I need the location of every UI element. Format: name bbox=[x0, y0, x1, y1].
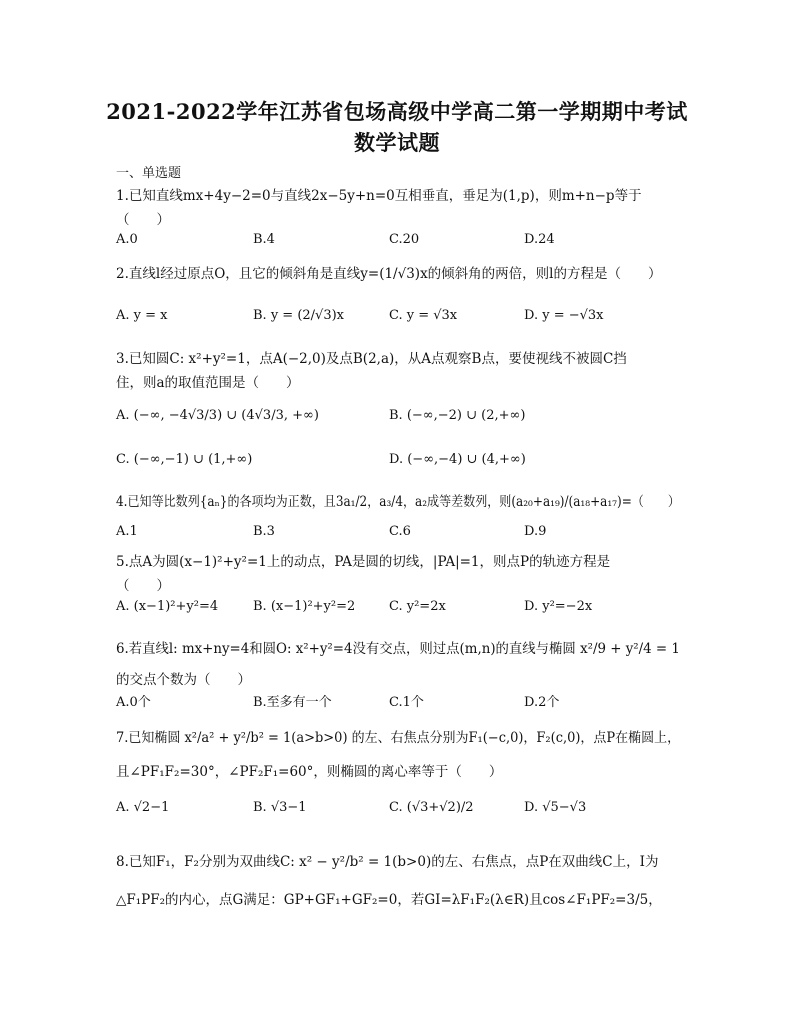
question-4-option-a: A.1 bbox=[116, 524, 138, 539]
question-7-stem-1: 7.已知椭圆 x²/a² + y²/b² = 1(a>b>0) 的左、右焦点分别为F₁(−c,0)，F₂(c,0)，点P在椭圆上， bbox=[116, 730, 681, 746]
question-3-option-b: B. (−∞,−2) ∪ (2,+∞) bbox=[389, 408, 526, 423]
question-8-stem-2: △F₁PF₂的内心，点G满足：GP+GF₁+GF₂=0，若GI=λF₁F₂(λ∈R)且cos∠F₁PF₂=3/5， bbox=[116, 892, 662, 908]
question-2-option-c: C. y = √3x bbox=[389, 308, 458, 323]
question-6-option-d: D.2个 bbox=[524, 695, 560, 710]
question-2-stem: 2.直线l经过原点O，且它的倾斜角是直线y=(1/√3)x的倾斜角的两倍，则l的方程是（ ） bbox=[116, 266, 662, 282]
question-4-option-b: B.3 bbox=[253, 524, 275, 539]
question-7-option-c: C. (√3+√2)/2 bbox=[389, 800, 474, 815]
page-title: 2021-2022学年江苏省包场高级中学高二第一学期期中考试 bbox=[106, 99, 688, 124]
question-3-option-d: D. (−∞,−4) ∪ (4,+∞) bbox=[389, 452, 526, 467]
question-6-stem-1: 6.若直线l: mx+ny=4和圆O: x²+y²=4没有交点，则过点(m,n)的直线与椭圆 x²/9 + y²/4 = 1 bbox=[116, 641, 680, 657]
question-1-option-d: D.24 bbox=[524, 232, 555, 247]
question-4-option-d: D.9 bbox=[524, 524, 547, 539]
question-1-stem: 1.已知直线mx+4y−2=0与直线2x−5y+n=0互相垂直，垂足为(1,p)，则m+n−p等于 bbox=[116, 188, 642, 204]
question-1-option-b: B.4 bbox=[253, 232, 275, 247]
question-1-bracket: （ ） bbox=[116, 212, 170, 228]
question-7-option-b: B. √3−1 bbox=[253, 800, 307, 815]
question-5-option-b: B. (x−1)²+y²=2 bbox=[253, 599, 356, 614]
question-3-option-c: C. (−∞,−1) ∪ (1,+∞) bbox=[116, 452, 253, 467]
question-5-bracket: （ ） bbox=[116, 578, 170, 594]
question-7-stem-2: 且∠PF₁F₂=30°，∠PF₂F₁=60°，则椭圆的离心率等于（ ） bbox=[116, 764, 503, 780]
question-5-option-d: D. y²=−2x bbox=[524, 599, 593, 614]
section-heading: 一、单选题 bbox=[116, 166, 182, 181]
question-5-option-a: A. (x−1)²+y²=4 bbox=[116, 599, 219, 614]
question-6-option-a: A.0个 bbox=[116, 695, 151, 710]
question-4-option-c: C.6 bbox=[389, 524, 411, 539]
question-2-option-b: B. y = (2/√3)x bbox=[253, 308, 344, 323]
question-7-option-a: A. √2−1 bbox=[116, 800, 170, 815]
question-3-option-a: A. (−∞, −4√3/3) ∪ (4√3/3, +∞) bbox=[116, 408, 319, 423]
question-1-option-a: A.0 bbox=[116, 232, 138, 247]
page-subtitle: 数学试题 bbox=[354, 130, 440, 155]
question-8-stem-1: 8.已知F₁，F₂分别为双曲线C: x² − y²/b² = 1(b>0)的左、右焦点，点P在双曲线C上，I为 bbox=[116, 854, 659, 870]
question-5-stem: 5.点A为圆(x−1)²+y²=1上的动点，PA是圆的切线，|PA|=1，则点P的轨迹方程是 bbox=[116, 554, 611, 570]
question-1-option-c: C.20 bbox=[389, 232, 420, 247]
question-7-option-d: D. √5−√3 bbox=[524, 800, 587, 815]
question-4-stem: 4.已知等比数列{aₙ}的各项均为正数，且3a₁/2，a₃/4，a₂成等差数列，则(a₂₀+a₁₉)/(a₁₈+a₁₇)=（ ） bbox=[116, 494, 680, 510]
question-5-option-c: C. y²=2x bbox=[389, 599, 446, 614]
question-2-option-a: A. y = x bbox=[116, 308, 168, 323]
question-6-stem-2: 的交点个数为（ ） bbox=[116, 672, 251, 688]
question-3-stem-1: 3.已知圆C: x²+y²=1，点A(−2,0)及点B(2,a)，从A点观察B点，要使视线不被圆C挡 bbox=[116, 351, 627, 367]
question-6-option-c: C.1个 bbox=[389, 695, 424, 710]
question-6-option-b: B.至多有一个 bbox=[253, 695, 332, 710]
question-2-option-d: D. y = −√3x bbox=[524, 308, 604, 323]
question-3-stem-2: 住，则a的取值范围是（ ） bbox=[116, 375, 300, 391]
